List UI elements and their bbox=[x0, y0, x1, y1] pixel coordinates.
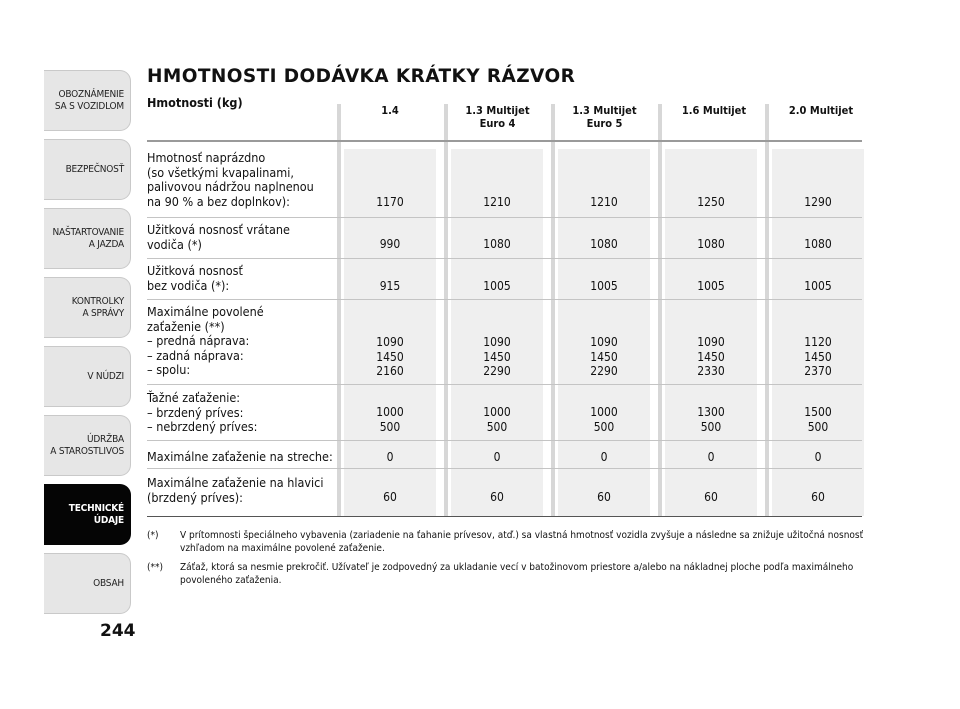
table-cell: 1000 500 bbox=[376, 405, 404, 434]
column-divider bbox=[658, 104, 662, 517]
column-divider bbox=[444, 104, 448, 517]
row-label: Ťažné zaťaženie: – brzdený príves: – nebrzdený príves: bbox=[147, 390, 258, 434]
footnote-mark: (**) bbox=[147, 562, 164, 573]
tab-technicke-udaje[interactable]: TECHNICKÉ ÚDAJE bbox=[44, 484, 131, 545]
tab-nastartovanie[interactable]: NAŠTARTOVANIE A JAZDA bbox=[44, 208, 131, 269]
footnote-text: V prítomnosti špeciálneho vybavenia (zariadenie na ťahanie prívesov, atď.) sa vlastná hmotnosť vozidla zvyšuje a následne sa znižuje užitočná nosnosť vzhľadom na maximálne povolené zaťaženie. bbox=[180, 530, 864, 554]
table-cell: 0 bbox=[386, 450, 394, 464]
table-top-rule bbox=[147, 140, 862, 142]
table-cell: 915 bbox=[379, 279, 401, 293]
row-divider bbox=[147, 384, 862, 385]
table-cell: 1005 bbox=[483, 279, 511, 293]
table-cell: 1080 bbox=[483, 237, 511, 251]
row-divider bbox=[147, 468, 862, 469]
column-header: 1.3 Multijet Euro 4 bbox=[465, 104, 530, 130]
footnote-mark: (*) bbox=[147, 530, 159, 541]
table-cell: 1090 1450 2290 bbox=[590, 335, 618, 378]
tab-udrzba[interactable]: ÚDRŽBA A STAROSTLIVOS bbox=[44, 415, 131, 476]
row-label: Užitková nosnosť bez vodiča (*): bbox=[147, 263, 243, 293]
tab-v-nudzi[interactable]: V NÚDZI bbox=[44, 346, 131, 407]
tab-obsah[interactable]: OBSAH bbox=[44, 553, 131, 614]
column-header: 1.4 bbox=[381, 104, 399, 117]
page-number: 244 bbox=[100, 621, 136, 641]
column-header: 1.3 Multijet Euro 5 bbox=[572, 104, 637, 130]
table-header-label: Hmotnosti (kg) bbox=[147, 95, 243, 110]
row-divider bbox=[147, 258, 862, 259]
table-cell: 1210 bbox=[590, 195, 618, 209]
table-cell: 0 bbox=[600, 450, 608, 464]
table-cell: 60 bbox=[704, 490, 718, 504]
row-divider bbox=[147, 217, 862, 218]
table-cell: 1210 bbox=[483, 195, 511, 209]
table-cell: 60 bbox=[811, 490, 825, 504]
table-cell: 60 bbox=[383, 490, 397, 504]
column-header: 1.6 Multijet bbox=[681, 104, 747, 117]
table-cell: 0 bbox=[707, 450, 715, 464]
table-cell: 990 bbox=[379, 237, 401, 251]
table-cell: 1090 1450 2160 bbox=[376, 335, 404, 378]
table-bottom-rule bbox=[147, 516, 862, 517]
column-divider bbox=[551, 104, 555, 517]
row-label: Užitková nosnosť vrátane vodiča (*) bbox=[147, 222, 290, 252]
row-divider bbox=[147, 299, 862, 300]
footnote-text: Záťaž, ktorá sa nesmie prekročiť. Užívateľ je zodpovedný za ukladanie vecí v batožinovom priestore a/alebo na nákladnej ploche podľa maximálneho povoleného zaťaženia. bbox=[180, 562, 854, 586]
table-cell: 1090 1450 2290 bbox=[483, 335, 511, 378]
column-header: 2.0 Multijet bbox=[788, 104, 854, 117]
table-cell: 1005 bbox=[804, 279, 832, 293]
table-cell: 1080 bbox=[804, 237, 832, 251]
footnote bbox=[147, 530, 867, 555]
table-cell: 1500 500 bbox=[804, 405, 832, 434]
footnote bbox=[147, 562, 867, 587]
table-cell: 0 bbox=[814, 450, 822, 464]
table-cell: 1250 bbox=[697, 195, 725, 209]
row-label: Hmotnosť naprázdno (so všetkými kvapalinami, palivovou nádržou naplnenou na 90 % a bez doplnkov): bbox=[147, 150, 314, 209]
table-cell: 1005 bbox=[590, 279, 618, 293]
table-cell: 1290 bbox=[804, 195, 832, 209]
table-cell: 1090 1450 2330 bbox=[697, 335, 725, 378]
row-label: Maximálne povolené zaťaženie (**) – predná náprava: – zadná náprava: – spolu: bbox=[147, 304, 264, 377]
page-title: HMOTNOSTI DODÁVKA KRÁTKY RÁZVOR bbox=[147, 66, 576, 87]
row-label: Maximálne zaťaženie na hlavici (brzdený príves): bbox=[147, 475, 324, 505]
tab-oboznamenie[interactable]: OBOZNÁMENIE SA S VOZIDLOM bbox=[44, 70, 131, 131]
column-divider bbox=[337, 104, 341, 517]
table-cell: 1300 500 bbox=[697, 405, 725, 434]
column-divider bbox=[765, 104, 769, 517]
table-cell: 0 bbox=[493, 450, 501, 464]
table-cell: 1080 bbox=[697, 237, 725, 251]
tab-bezpecnost[interactable]: BEZPEČNOSŤ bbox=[44, 139, 131, 200]
row-label: Maximálne zaťaženie na streche: bbox=[147, 449, 333, 464]
table-cell: 1000 500 bbox=[590, 405, 618, 434]
table-cell: 60 bbox=[597, 490, 611, 504]
row-divider bbox=[147, 440, 862, 441]
table-cell: 1120 1450 2370 bbox=[804, 335, 832, 378]
table-cell: 1000 500 bbox=[483, 405, 511, 434]
table-cell: 60 bbox=[490, 490, 504, 504]
table-cell: 1170 bbox=[376, 195, 404, 209]
tab-kontrolky[interactable]: KONTROLKY A SPRÁVY bbox=[44, 277, 131, 338]
table-cell: 1080 bbox=[590, 237, 618, 251]
table-cell: 1005 bbox=[697, 279, 725, 293]
